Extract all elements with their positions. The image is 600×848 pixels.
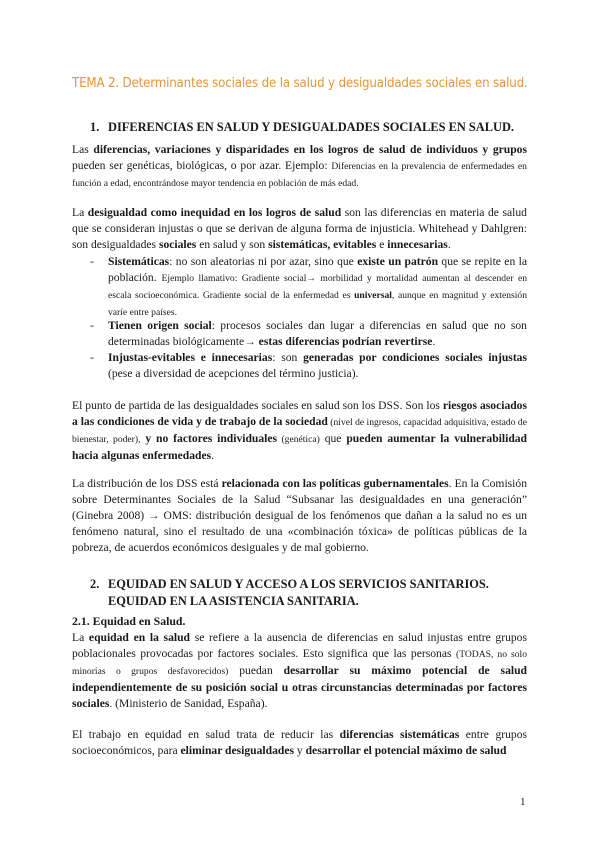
bullet-3-bold-2: generadas por condiciones sociales injustas — [303, 351, 527, 364]
paragraph-3 — [72, 398, 527, 464]
p2-text-1: son las diferencias en materia de salud que se consideran injustas o que se derivan de alguna forma de injusticia. Whitehead y Dahlgren: son desigualdades — [72, 206, 527, 251]
bullet-1-small: Ejemplo llamativo: Gradiente social→ morbilidad y mortalidad aumentan al descender en escala socioeconómica. Gradiente social de la enfermedad es — [108, 273, 528, 301]
bullet-1-small-bold: universal — [354, 290, 392, 301]
page-number: 1 — [520, 796, 526, 808]
bullet-3-text: : son — [272, 351, 304, 364]
p5-text-pre: La — [72, 631, 89, 644]
bullet-1-bold: Sistemáticas — [108, 255, 170, 268]
p6-text-1: El trabajo en equidad en salud trata de reducir las — [72, 728, 340, 741]
p3-bold-2: y no factores individuales — [140, 432, 278, 445]
p5-bold-1: equidad en la salud — [88, 631, 190, 644]
p3-small-2: (genética) — [277, 434, 320, 445]
p6-bold-1: diferencias sistemáticas — [339, 728, 460, 741]
p3-bold-3: pueden aumentar la vulnerabilidad hacia algunas enfermedades — [72, 432, 528, 462]
p3-text-1: El punto de partida de las desigualdades sociales en salud son los DSS. Son los — [72, 399, 443, 412]
p4-text-2: . En la Comisión sobre Determinantes Sociales de la Salud “Subsanar las desigualdades en una generación” (Ginebra 2008) → OMS: distribución desigual de los fenómenos que dañan a la salud no es un fenómeno natural, sino el resultado de una «combinación tóxica» de políticas públicas de la pobreza, de acuerdos económicos desiguales y de mal gobierno. — [72, 477, 527, 554]
bullet-2-text: : procesos sociales dan lugar a diferencias en salud que no son determinadas biológicamente→ — [108, 319, 527, 348]
p1-small: Diferencias en la prevalencia de enfermedades en función a edad, encontrándose mayor tendencia en población de más edad. — [72, 161, 527, 189]
paragraph-1 — [72, 142, 527, 192]
bullet-origen-social — [90, 318, 527, 350]
p4-bold-1: relacionada con las políticas gubernamentales — [221, 477, 449, 490]
paragraph-5 — [72, 630, 527, 712]
p6-bold-3: desarrollar el potencial máximo de salud — [305, 744, 507, 757]
p1-bold-1: diferencias, variaciones y disparidades en los logros de salud de individuos y grupos — [93, 143, 527, 156]
p3-text-3: . — [211, 449, 215, 462]
p4-text-1: La distribución de los DSS está — [72, 477, 222, 490]
bullet-2-bold-2: estas diferencias podrían revertirse — [258, 335, 433, 348]
subsection-2-1-heading: 2.1. Equidad en Salud. — [72, 614, 186, 628]
p2-bold-4: innecesarias — [387, 238, 448, 251]
section-2-title-line-2: EQUIDAD EN LA ASISTENCIA SANITARIA. — [108, 594, 359, 608]
paragraph-6 — [72, 727, 527, 759]
p2-text-3: e — [376, 238, 388, 251]
p2-bold-3: sistemáticas, evitables — [268, 238, 377, 251]
document-title: TEMA 2. Determinantes sociales de la salud y desigualdades sociales en salud. — [72, 76, 528, 91]
p2-text-4: . — [447, 238, 451, 251]
bullet-3-text-2: (pese a diversidad de acepciones del término justicia). — [108, 367, 359, 380]
bullet-2-text-2: . — [432, 335, 436, 348]
p3-small: (nivel de ingresos, capacidad adquisitiva, estado de bienestar, poder), — [72, 417, 527, 445]
bullet-dash: - — [90, 255, 94, 268]
bullet-dash: - — [90, 319, 94, 332]
section-2-title-line-1: EQUIDAD EN SALUD Y ACCESO A LOS SERVICIOS SANITARIOS. — [108, 577, 489, 591]
paragraph-2 — [72, 205, 527, 253]
p2-bold-2: sociales — [158, 238, 197, 251]
p6-bold-2: eliminar desigualdades — [180, 744, 294, 757]
p6-text-3: y — [294, 744, 306, 757]
section-1-title: DIFERENCIAS EN SALUD Y DESIGUALDADES SOCIALES EN SALUD. — [108, 120, 514, 134]
section-1-heading — [90, 120, 514, 135]
p5-text-1: se refiere a la ausencia de diferencias en salud injustas entre grupos poblacionales provocadas por factores sociales. Esto significa que las personas — [72, 631, 527, 660]
p1-text-1: pueden ser genéticas, biológicas, o por azar. Ejemplo: — [72, 159, 332, 172]
p2-text-2: en salud y son — [196, 238, 269, 251]
p1-text-pre: Las — [72, 143, 94, 156]
p2-bold-1: desigualdad como inequidad en los logros de salud — [87, 206, 342, 219]
section-2-number: 2. — [90, 577, 100, 591]
section-1-number: 1. — [90, 120, 100, 134]
paragraph-4 — [72, 476, 527, 556]
p5-bold-2: desarrollar su máximo potencial de salud independientemente de su posición social u otras circunstancias determinadas por factores sociales — [72, 664, 527, 710]
bullet-dash: - — [90, 351, 94, 364]
bullet-2-bold: Tienen origen social — [108, 319, 212, 332]
bullet-injustas — [90, 350, 527, 382]
section-2-heading — [90, 576, 530, 610]
bullet-1-text: : no son aleatorias ni por azar, sino que — [169, 255, 358, 268]
bullet-3-bold: Injustas-evitables e innecesarias — [108, 351, 273, 364]
p5-text-3: . (Ministerio de Sanidad, España). — [109, 697, 268, 710]
p5-small: (TODAS, no solo minorías o grupos desfavorecidos) — [72, 649, 527, 677]
p6-text-2: entre grupos socioeconómicos, para — [72, 728, 528, 757]
bullet-sistematicas — [90, 254, 527, 321]
bullet-1-text-2: que se repite en la población. — [108, 255, 527, 284]
p3-bold-1: riesgos asociados a las condiciones de vida y de trabajo de la sociedad — [72, 399, 527, 428]
bullet-1-small-2: , aunque en magnitud y extensión varíe entre países. — [108, 290, 527, 318]
bullet-1-bold-2: existe un patrón — [357, 255, 439, 268]
p5-text-2: puedan — [228, 664, 284, 677]
p3-text-2: que — [319, 432, 347, 445]
p2-text-pre: La — [72, 206, 88, 219]
